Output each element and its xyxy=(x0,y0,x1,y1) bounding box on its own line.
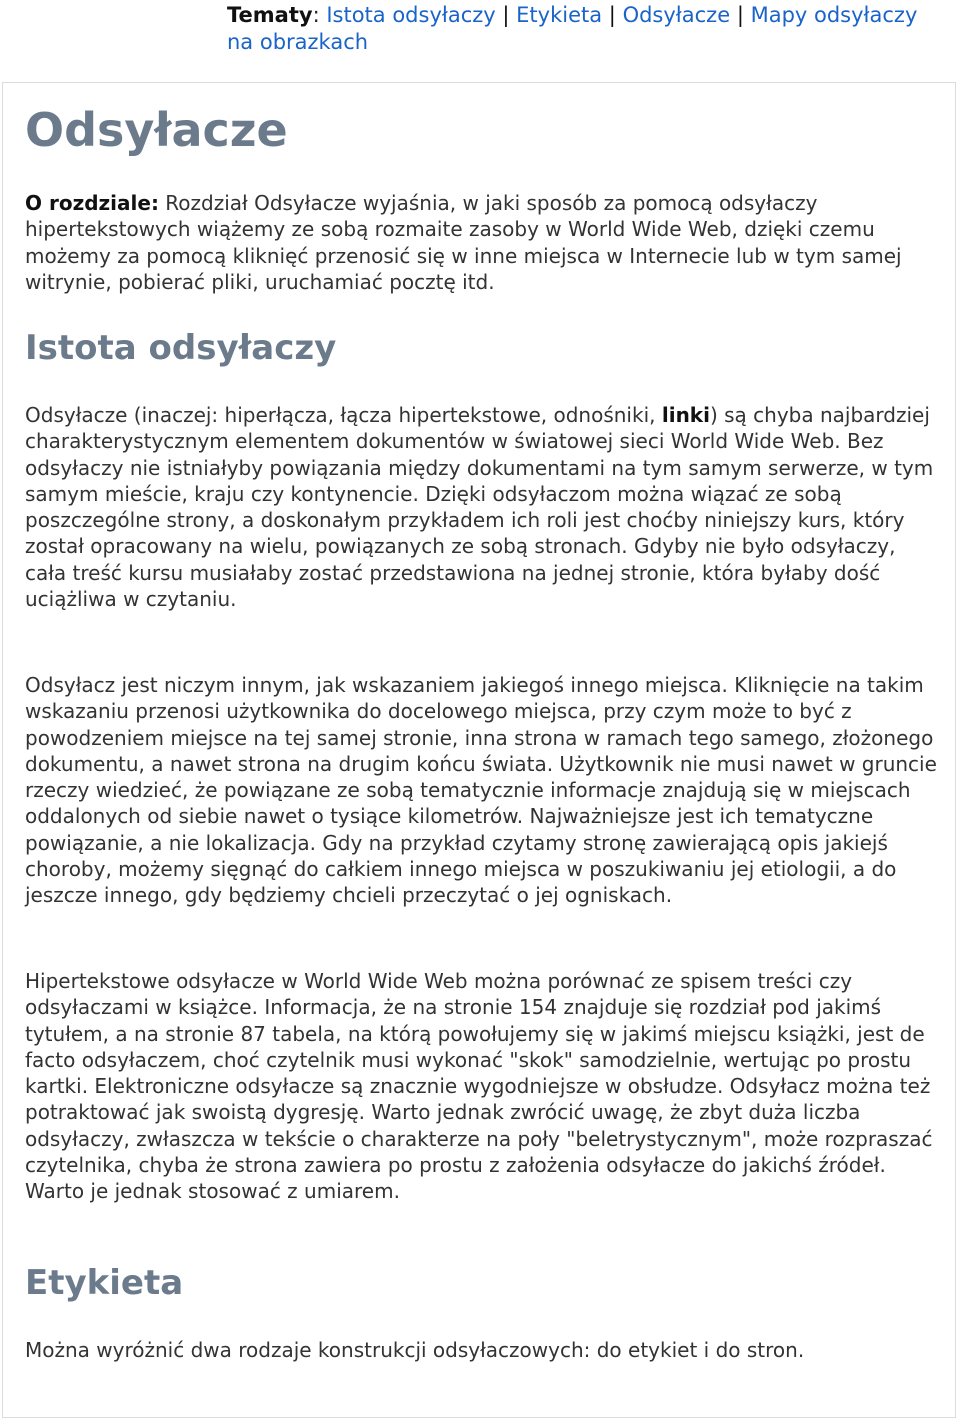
keyword-linki: linki xyxy=(661,403,710,427)
section-heading-etykieta: Etykieta xyxy=(25,1263,184,1303)
topics-label: Tematy xyxy=(227,3,313,27)
topic-link-mapy[interactable]: Mapy odsyłaczy na obrazkach xyxy=(227,3,918,54)
paragraph-istota-1 xyxy=(25,402,937,612)
page-title: Odsyłacze xyxy=(25,103,288,157)
paragraph-istota-3: Hipertekstowe odsyłacze w World Wide Web można porównać ze spisem treści czy odsyłaczami w książce. Informacja, że na stronie 154 znajduje się rozdział pod jakimś tytułem, a na stronie 87 tabela, na którą powołujemy się w jakimś miejscu książki, jest de facto odsyłaczem, choć czytelnik musi wykonać "skok" samodzielnie, wertując po prostu kartki. Elektroniczne odsyłacze są znacznie wygodniejsze w obsłudze. Odsyłacz można też potraktować jak swoistą dygresję. Warto jednak zwrócić uwagę, że zbyt duża liczba odsyłaczy, zwłaszcza w tekście o charakterze na poły "beletrystycznym", może rozpraszać czytelnika, chyba że strona zawiera po prostu z założenia odsyłacze do jakichś źródeł. Warto je jednak stosować z umiarem. xyxy=(25,969,933,1204)
chapter-summary xyxy=(25,190,937,295)
chapter-summary-text: Rozdział Odsyłacze wyjaśnia, w jaki sposób za pomocą odsyłaczy hipertekstowych wiążemy ze sobą rozmaite zasoby w World Wide Web, dzięki czemu możemy za pomocą kliknięć przenosić się w inne miejsca w Internecie lub w tym samej witrynie, pobierać pliki, uruchamiać pocztę itd. xyxy=(25,191,902,294)
chapter-summary-label: O rozdziale: xyxy=(25,191,159,215)
topic-separator: | xyxy=(608,3,616,27)
topic-link-odsylacze[interactable]: Odsyłacze xyxy=(622,3,731,27)
topic-link-istota[interactable]: Istota odsyłaczy xyxy=(326,3,496,27)
topic-separator: | xyxy=(502,3,510,27)
topic-link-etykieta[interactable]: Etykieta xyxy=(516,3,603,27)
topics-colon: : xyxy=(312,3,320,27)
topics-nav xyxy=(227,2,927,56)
paragraph-istota-1-before: Odsyłacze (inaczej: hiperłącza, łącza hipertekstowe, odnośniki, xyxy=(25,403,662,427)
section-heading-istota: Istota odsyłaczy xyxy=(25,328,337,368)
paragraph-istota-2: Odsyłacz jest niczym innym, jak wskazaniem jakiegoś innego miejsca. Kliknięcie na takim wskazaniu przenosi użytkownika do docelowego miejsca, przy czym może to być z powodzeniem miejsce na tej samej stronie, inna strona w ramach tego samego, złożonego dokumentu, a nawet strona na drugim końcu świata. Użytkownik nie musi nawet w gruncie rzeczy wiedzieć, że powiązane ze sobą tematycznie informacje znajdują się w miejscach oddalonych od siebie nawet o tysiące kilometrów. Najważniejsze jest ich tematyczne powiązanie, a nie lokalizacja. Gdy na przykład czytamy stronę zawierającą opis jakiejś choroby, możemy sięgnąć do całkiem innego miejsca w poszukiwaniu jej etiologii, a do jeszcze innego, gdy będziemy chcieli przeczytać o jej ogniskach. xyxy=(25,673,937,908)
paragraph-etykieta-1: Można wyróżnić dwa rodzaje konstrukcji odsyłaczowych: do etykiet i do stron. xyxy=(25,1338,805,1362)
topic-separator: | xyxy=(736,3,744,27)
paragraph-istota-1-after: ) są chyba najbardziej charakterystycznym elementem dokumentów w światowej sieci World Wide Web. Bez odsyłaczy nie istniałyby powiązania między dokumentami na tym samym serwerze, w tym samym mieście, kraju czy kontynencie. Dzięki odsyłaczom można wiązać ze sobą poszczególne strony, a doskonałym przykładem ich roli jest choćby niniejszy kurs, który został opracowany na wielu, powiązanych ze sobą stronach. Gdyby nie było odsyłaczy, cała treść kursu musiałaby zostać przedstawiona na jednej stronie, która byłaby dość uciążliwa w czytaniu. xyxy=(25,403,934,612)
